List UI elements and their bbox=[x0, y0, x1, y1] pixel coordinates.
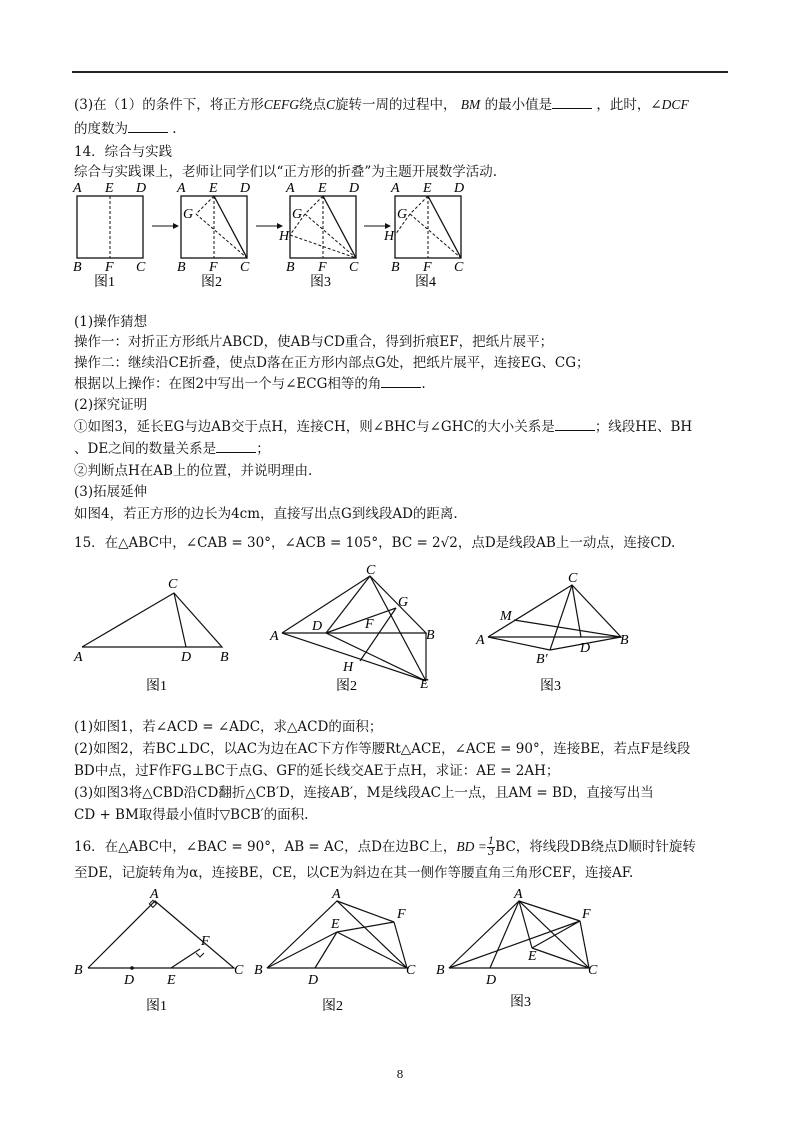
svg-text:B: B bbox=[436, 963, 445, 978]
answer-blank[interactable] bbox=[128, 120, 168, 133]
svg-text:B: B bbox=[286, 260, 295, 275]
svg-text:H: H bbox=[343, 660, 354, 675]
svg-text:E: E bbox=[318, 181, 327, 196]
svg-text:A: A bbox=[514, 887, 523, 902]
svg-text:E: E bbox=[167, 973, 176, 988]
q14-fig4 bbox=[383, 181, 464, 290]
q14-q2a: ①如图3，延长EG与边AB交于点H，连接CH，则∠BHC与∠GHC的大小关系是 ；线段HE、BH bbox=[74, 419, 693, 435]
svg-text:B: B bbox=[391, 260, 400, 275]
q14-heading: 14．综合与实践 bbox=[74, 144, 173, 160]
q14-fig3 bbox=[278, 181, 359, 290]
svg-text:A: A bbox=[391, 181, 400, 196]
q14-op2: 操作二：继续沿CE折叠，使点D落在正方形内部点G处，把纸片展平，连接EG、CG； bbox=[74, 355, 590, 371]
svg-text:E: E bbox=[209, 181, 218, 196]
q14-fig4-caption: 图4 bbox=[415, 275, 436, 290]
svg-text:C: C bbox=[168, 577, 178, 592]
q15-q3-line2: CD + BM取得最小值时▽BCB′的面积. bbox=[74, 807, 309, 823]
q14-fig3-caption: 图3 bbox=[310, 275, 331, 290]
svg-text:F: F bbox=[582, 907, 591, 922]
svg-text:A: A bbox=[74, 650, 83, 665]
answer-blank[interactable] bbox=[552, 96, 592, 109]
q14-op1: 操作一：对折正方形纸片ABCD，使AB与CD重合，得到折痕EF，把纸片展平； bbox=[74, 334, 554, 350]
q15-q1: (1)如图1，若∠ACD = ∠ADC，求△ACD的面积； bbox=[74, 719, 383, 735]
q15-figures bbox=[70, 560, 670, 700]
svg-text:G: G bbox=[183, 207, 194, 222]
page-number: 8 bbox=[396, 1068, 404, 1081]
q16-fig1 bbox=[74, 887, 244, 1014]
svg-text:H: H bbox=[384, 229, 395, 244]
q14-intro: 综合与实践课上，老师让同学们以“正方形的折叠”为主题开展数学活动. bbox=[74, 164, 498, 180]
header-rule bbox=[72, 71, 728, 73]
svg-text:C: C bbox=[240, 260, 250, 275]
q15-fig1-caption: 图1 bbox=[146, 679, 167, 694]
svg-text:B: B bbox=[220, 650, 229, 665]
svg-text:D: D bbox=[136, 181, 147, 196]
q13-part3-line1: (3)在（1）的条件下，将正方形CEFG绕点C旋转一周的过程中， BM 的最小值是 ，此时，∠DCF bbox=[74, 97, 689, 113]
q14-fig2 bbox=[176, 181, 250, 290]
q15-fig3 bbox=[475, 571, 629, 694]
svg-text:D: D bbox=[486, 973, 497, 988]
svg-text:A: A bbox=[332, 887, 341, 902]
svg-text:E: E bbox=[528, 949, 537, 964]
svg-text:F: F bbox=[397, 907, 406, 922]
svg-text:D: D bbox=[240, 181, 251, 196]
svg-text:D: D bbox=[312, 619, 323, 634]
q15-fig3-caption: 图3 bbox=[540, 679, 561, 694]
q14-part2-title: (2)探究证明 bbox=[74, 397, 148, 413]
svg-text:A: A bbox=[150, 887, 159, 902]
svg-text:B: B bbox=[620, 633, 629, 648]
q15-fig1 bbox=[73, 577, 229, 694]
q16-figures bbox=[70, 888, 630, 1038]
q14-fig1 bbox=[72, 181, 146, 290]
q16-fig3-caption: 图3 bbox=[510, 995, 531, 1010]
svg-text:A: A bbox=[286, 181, 295, 196]
svg-text:A: A bbox=[73, 181, 82, 196]
q14-q2a-line2: 、DE之间的数量关系是 ； bbox=[74, 441, 270, 457]
q14-q3: 如图4，若正方形的边长为4cm，直接写出点G到线段AD的距离. bbox=[74, 506, 458, 522]
q16-fig1-caption: 图1 bbox=[146, 999, 167, 1014]
svg-text:B: B bbox=[73, 260, 82, 275]
svg-text:F: F bbox=[423, 260, 432, 275]
svg-text:D: D bbox=[349, 181, 360, 196]
svg-text:C: C bbox=[588, 963, 598, 978]
q15-q2-line2: BD中点，过F作FG⊥BC于点G、GF的延长线交AE于点H，求证：AE = 2AH； bbox=[74, 763, 560, 779]
svg-text:F: F bbox=[105, 260, 114, 275]
answer-blank[interactable] bbox=[555, 418, 595, 431]
svg-text:C: C bbox=[349, 260, 359, 275]
svg-text:F: F bbox=[365, 617, 374, 632]
svg-text:B: B bbox=[254, 963, 263, 978]
svg-text:C: C bbox=[366, 563, 376, 578]
svg-text:G: G bbox=[397, 207, 408, 222]
answer-blank[interactable] bbox=[381, 375, 421, 388]
q14-part3-title: (3)拓展延伸 bbox=[74, 484, 148, 500]
svg-text:D: D bbox=[124, 973, 135, 988]
svg-text:A: A bbox=[177, 181, 186, 196]
q15-stem: 15．在△ABC中，∠CAB = 30°，∠ACB = 105°，BC = 2√2，点D是线段AB上一动点，连接CD. bbox=[74, 535, 676, 551]
svg-text:G: G bbox=[292, 207, 303, 222]
svg-text:D: D bbox=[580, 641, 591, 656]
q16-fig3 bbox=[436, 887, 598, 1010]
svg-text:H: H bbox=[279, 229, 290, 244]
q16-stem-line2: 至DE，记旋转角为α，连接BE，CE，以CE为斜边在其一侧作等腰直角三角形CEF，连接AF. bbox=[74, 865, 634, 881]
q14-fig2-caption: 图2 bbox=[201, 275, 222, 290]
svg-text:A: A bbox=[270, 629, 279, 644]
svg-text:C: C bbox=[136, 260, 146, 275]
svg-text:E: E bbox=[331, 917, 340, 932]
svg-text:F: F bbox=[209, 260, 218, 275]
svg-text:F: F bbox=[318, 260, 327, 275]
svg-text:D: D bbox=[454, 181, 465, 196]
q16-fig2 bbox=[254, 887, 416, 1014]
q15-q2-line1: (2)如图2，若BC⊥DC，以AC为边在AC下方作等腰Rt△ACE，∠ACE = 90°，连接BE，若点F是线段 bbox=[74, 741, 691, 757]
svg-text:E: E bbox=[423, 181, 432, 196]
q14-q2b: ②判断点H在AB上的位置，并说明理由. bbox=[74, 463, 313, 479]
svg-text:C: C bbox=[568, 571, 578, 586]
svg-text:C: C bbox=[454, 260, 464, 275]
q14-part1-title: (1)操作猜想 bbox=[74, 314, 148, 330]
svg-text:B: B bbox=[74, 963, 83, 978]
svg-text:B: B bbox=[426, 628, 435, 643]
svg-text:A: A bbox=[476, 633, 485, 648]
svg-text:E: E bbox=[105, 181, 114, 196]
svg-text:D: D bbox=[308, 973, 319, 988]
svg-text:B′: B′ bbox=[536, 652, 548, 667]
q14-q1: 根据以上操作：在图2中写出一个与∠ECG相等的角 . bbox=[74, 376, 426, 392]
svg-text:C: C bbox=[406, 963, 416, 978]
fraction-one-third: $\frac{1}{3}$ bbox=[487, 836, 495, 858]
q14-figures bbox=[70, 178, 470, 298]
q15-fig2-caption: 图2 bbox=[336, 679, 357, 694]
svg-text:G: G bbox=[398, 595, 409, 610]
q16-stem-line1: 16．在△ABC中，∠BAC = 90°，AB = AC，点D在边BC上，BD = $\frac{1}{3}$ BC，将线段DB绕点D顺时针旋转 bbox=[74, 836, 696, 858]
svg-text:F: F bbox=[201, 934, 210, 949]
q15-fig2 bbox=[269, 563, 435, 694]
q16-fig2-caption: 图2 bbox=[322, 999, 343, 1014]
q15-q3-line1: (3)如图3将△CBD沿CD翻折△CB′D，连接AB′，M是线段AC上一点，且AM = BD，直接写出当 bbox=[74, 785, 654, 801]
svg-text:E: E bbox=[420, 677, 429, 692]
q13-part3-line2: 的度数为 . bbox=[74, 121, 177, 137]
svg-text:B: B bbox=[177, 260, 186, 275]
svg-text:C: C bbox=[234, 963, 244, 978]
q14-fig1-caption: 图1 bbox=[94, 275, 115, 290]
svg-text:M: M bbox=[500, 609, 512, 624]
svg-text:D: D bbox=[181, 650, 192, 665]
answer-blank[interactable] bbox=[216, 440, 256, 453]
